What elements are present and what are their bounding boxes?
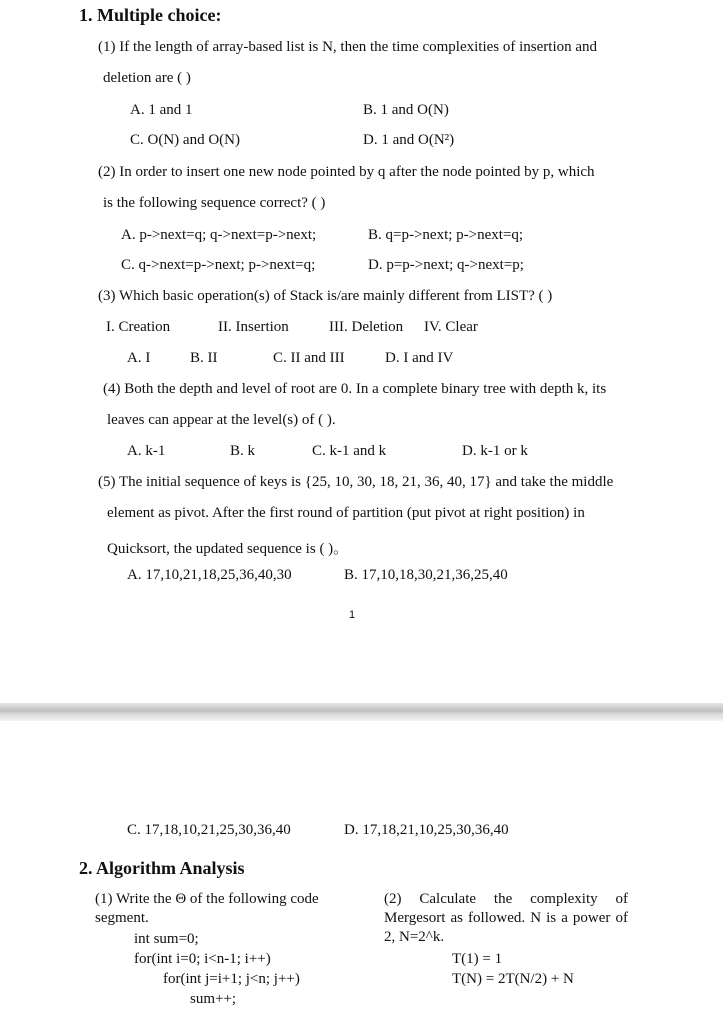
section-1-title: 1. Multiple choice: bbox=[79, 5, 222, 25]
q2-line-1: (2) In order to insert one new node pointed by q after the node pointed by p, which bbox=[98, 164, 595, 180]
q1-line-2: deletion are ( ) bbox=[103, 70, 191, 86]
q4-option-a: A. k-1 bbox=[127, 443, 166, 459]
q3-option-b: B. II bbox=[190, 350, 218, 366]
q1-option-a: A. 1 and 1 bbox=[130, 102, 193, 118]
q3-item-2: II. Insertion bbox=[218, 319, 289, 335]
q4-option-b: B. k bbox=[230, 443, 256, 459]
q1-line-1: (1) If the length of array-based list is N, then the time complexities of insertion and bbox=[98, 39, 598, 55]
recurrence-base: T(1) = 1 bbox=[452, 951, 503, 967]
q5-option-b: B. 17,10,18,30,21,36,25,40 bbox=[344, 567, 508, 583]
q4-option-c: C. k-1 and k bbox=[312, 443, 387, 459]
q4-option-d: D. k-1 or k bbox=[462, 443, 528, 459]
q5-option-c: C. 17,18,10,21,25,30,36,40 bbox=[127, 822, 291, 838]
q3-item-1: I. Creation bbox=[106, 319, 171, 335]
q3-option-d: D. I and IV bbox=[385, 350, 454, 366]
recurrence-step: T(N) = 2T(N/2) + N bbox=[452, 971, 574, 987]
q3-option-c: C. II and III bbox=[273, 350, 345, 366]
q5-line-1: (5) The initial sequence of keys is {25, 10, 30, 18, 21, 36, 40, 17} and take the middle bbox=[98, 474, 614, 490]
q2-option-c: C. q->next=p->next; p->next=q; bbox=[121, 257, 316, 273]
q5-line-3: Quicksort, the updated sequence is ( )。 bbox=[107, 541, 349, 557]
q5-line-2: element as pivot. After the first round of partition (put pivot at right position) in bbox=[107, 505, 585, 521]
q3-item-4: IV. Clear bbox=[424, 319, 478, 335]
q3-option-a: A. I bbox=[127, 350, 151, 366]
q2-option-a: A. p->next=q; q->next=p->next; bbox=[121, 227, 317, 243]
q5-option-a: A. 17,10,21,18,25,36,40,30 bbox=[127, 567, 292, 583]
page-break-divider bbox=[0, 703, 723, 721]
q4-line-1: (4) Both the depth and level of root are 0. In a complete binary tree with depth k, its bbox=[103, 381, 607, 397]
code-line-1: int sum=0; bbox=[134, 931, 199, 947]
section-2-title: 2. Algorithm Analysis bbox=[79, 858, 245, 878]
s2-q1-text: (1) Write the Θ of the following code segment. bbox=[95, 891, 319, 926]
q1-option-b: B. 1 and O(N) bbox=[363, 102, 449, 118]
q2-option-b: B. q=p->next; p->next=q; bbox=[368, 227, 524, 243]
code-line-4: sum++; bbox=[190, 991, 237, 1007]
code-line-2: for(int i=0; i<n-1; i++) bbox=[134, 951, 271, 967]
q1-option-d: D. 1 and O(N²) bbox=[363, 132, 455, 148]
q2-line-2: is the following sequence correct? ( ) bbox=[103, 195, 326, 211]
q5-option-d: D. 17,18,21,10,25,30,36,40 bbox=[344, 822, 509, 838]
page-number: 1 bbox=[349, 609, 356, 621]
s2-q2-text: (2) Calculate the complexity of Mergesort as followed. N is a power of 2, N=2^k. bbox=[384, 891, 628, 945]
q4-line-2: leaves can appear at the level(s) of ( ). bbox=[107, 412, 336, 428]
q2-option-d: D. p=p->next; q->next=p; bbox=[368, 257, 524, 273]
code-line-3: for(int j=i+1; j<n; j++) bbox=[163, 971, 300, 987]
q1-option-c: C. O(N) and O(N) bbox=[130, 132, 240, 148]
q3-item-3: III. Deletion bbox=[329, 319, 404, 335]
q3-line-1: (3) Which basic operation(s) of Stack is/are mainly different from LIST? ( ) bbox=[98, 288, 553, 304]
